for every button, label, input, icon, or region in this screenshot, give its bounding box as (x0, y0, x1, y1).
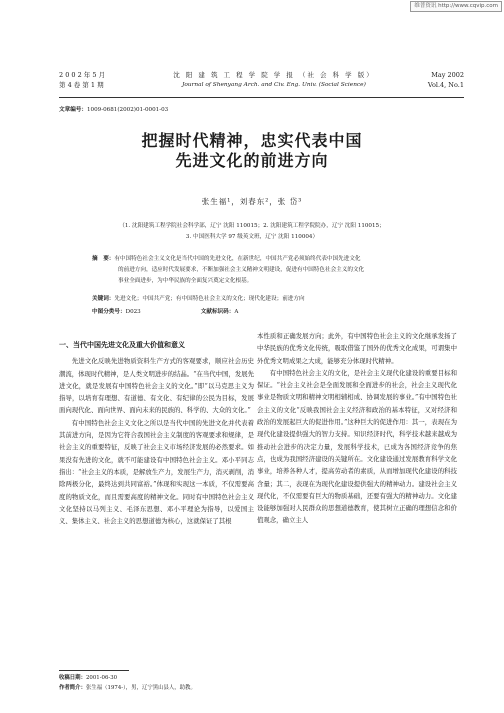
header-issue-en (428, 70, 464, 90)
doc-code-label: 文献标识码： (200, 309, 235, 315)
paragraph: 本性质和正确发展方向；此外，有中国特色社会主义的文化继承发扬了中华民族的优秀文化传统，吸取借鉴了国外的优秀文化成果，可谓集中外优秀文明成果之大成，能够充分体现时代精神。 (257, 332, 457, 365)
journal-name-zh: 沈 阳 建 筑 工 程 学 院 学 报 （社 会 科 学 版） (173, 71, 375, 79)
header-volume: 第 4 卷 第 1 期 (59, 81, 104, 89)
keywords-label: 关键词： (92, 296, 115, 302)
source-watermark[interactable]: 维普资讯 http://www.cqvip.com (410, 1, 502, 12)
keywords-value: 先进文化；中国共产党；有中国特色社会主义的文化；现代化建设；前进方向 (114, 296, 305, 302)
header-issue-date (59, 70, 105, 90)
article-number-value: 1009-0681(2002)01-0001-03 (86, 107, 169, 113)
classification (92, 307, 432, 315)
article-number (59, 105, 168, 113)
abstract-line-2: 的前进方向，适应时代发展要求，不断加强社会主义精神文明建设，促进有中国特色社会主义的文化 (118, 267, 365, 273)
received-label: 收稿日期： (59, 675, 86, 681)
journal-header (59, 70, 464, 98)
paragraph: 有中国特色社会主义文化之所以是当代中国的先进文化并代表着其前进方向，是因为它符合我国社会主义制度的客观要求和规律，是社会主义的重要特征，反映了社会主义市场经济发展的必然要求。如果没有先进的文化，就不可能建设有中国特色社会主义。邓小平同志指出：“社会主义的本质，是解放生产力，发展生产力，消灭剥削，消除两极分化，最终达到共同富裕。”体现和实现这一本质，不仅需要高度的物质文化，而且需要高度的精神文化。同时有中国特色社会主义文化坚持以马列主义、毛泽东思想、邓小平理论为指导，以爱国主义、集体主义、社会主义的思想道德为核心，这就保证了其根 (59, 418, 254, 526)
header-journal-name (169, 70, 379, 90)
author-bio: 张生福（1974-），男，辽宁黑山县人，助教。 (85, 685, 196, 691)
footnote-divider (59, 670, 129, 671)
received-date: 2001-06-30 (85, 675, 118, 681)
paragraph: 先进文化反映先进物质资料生产方式的客观要求，顺应社会历史潮流，体现时代精神，是人类文明进步的结晶。“在当代中国，发展先进文化，就是发展有中国特色社会主义的文化。”即“以马克思主义为指导，以培育有理想、有道德、有文化、有纪律的公民为目标，发展面向现代化、面向世界、面向未来的民族的、科学的、大众的文化。” (59, 357, 254, 415)
header-date-en: May 2002 (431, 71, 464, 79)
abstract-line-3: 事业全面进步，为中华民族的全面复兴奠定文化根基。 (118, 278, 253, 284)
abstract-label: 摘 要： (92, 256, 115, 262)
doc-code-value: A (234, 309, 239, 315)
abstract (92, 254, 432, 287)
affiliation-line-1: （1. 沈阳建筑工程学院社会科学部，辽宁 沈阳 110015；2. 沈阳建筑工程学院院办，辽宁 沈阳 110015； (119, 223, 385, 229)
article-title (0, 131, 504, 171)
header-date: 2 0 0 2 年 5 月 (59, 71, 106, 79)
journal-name-en: Journal of Shenyang Arch. and Civ. Eng. Univ. (Social Science) (182, 82, 366, 88)
footnotes (59, 673, 196, 693)
paragraph: 有中国特色社会主义的文化，是社会主义现代化建设的重要目标和保证。“社会主义社会是全面发展和全面进步的社会，社会主义现代化事业是物质文明和精神文明相辅相成、协调发展的事业。”有中国特色社会主义的文化“反映我国社会主义经济和政治的基本特征，又对经济和政治的发展起巨大的促进作用。”这种巨大的促进作用：其一，表现在为现代化建设提供强大的智力支持。知识经济时代，科学技术越来越成为推动社会进步的决定力量，发展科学技术，已成为各国经济竞争的焦点，也成为我国经济建设的关键所在。文化建设通过发展教育科学文化事业，培养各种人才，提高劳动者的素质，从而增加现代化建设的科技含量；其二，表现在为现代化建设提供强大的精神动力。建设社会主义现代化，不仅需要有巨大的物质基础，还要有强大的精神动力。文化建设能够加强对人民群众的思想道德教育，使其树立正确的理想信念和价值观念，确立主人 (257, 368, 457, 525)
section-heading: 一、当代中国先进文化及重大价值和意义 (59, 341, 185, 349)
header-volume-en: Vol.4, No.1 (427, 81, 464, 89)
body-column-right (257, 330, 457, 527)
article-number-label: 文章编号： (59, 107, 87, 113)
title-line-2: 先进文化的前进方向 (175, 151, 329, 170)
clc-value: D023 (125, 309, 141, 315)
affiliation-line-2: 3. 中国医科大学 97 级英文班，辽宁 沈阳 110004） (185, 234, 319, 240)
abstract-line-1: 有中国特色社会主义文化是当代中国的先进文化，在新世纪，中国共产党必须始终代表中国先进文化 (114, 256, 361, 262)
clc-label: 中图分类号： (92, 309, 126, 315)
author-list: 张生福¹，刘春东²，张 岱³ (201, 197, 303, 206)
title-line-1: 把握时代精神，忠实代表中国 (141, 131, 363, 150)
body-column-left (59, 330, 254, 527)
keywords (92, 294, 442, 305)
author-bio-label: 作者简介： (59, 685, 86, 691)
affiliations (0, 221, 504, 243)
